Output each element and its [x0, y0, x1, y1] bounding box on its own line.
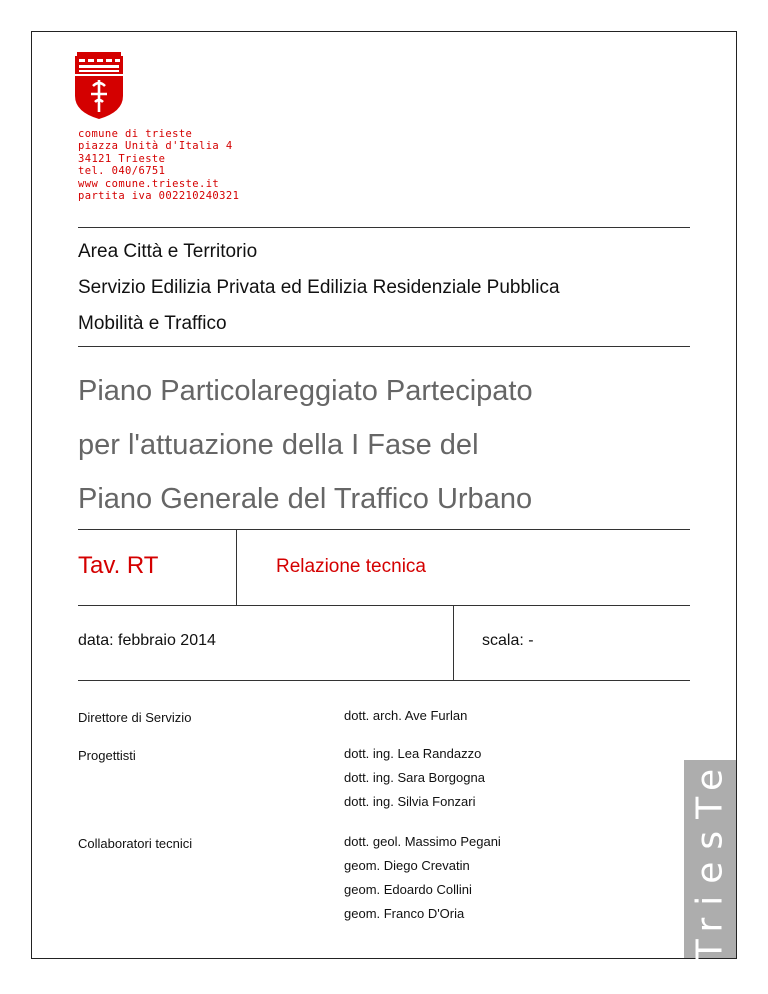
table-description: Relazione tecnica — [276, 556, 426, 577]
trieste-coat-of-arms-icon — [73, 50, 125, 120]
table-label: Tav. RT — [78, 552, 159, 579]
collaborators-role: Collaboratori tecnici — [78, 836, 193, 851]
department-line: Servizio Edilizia Privata ed Edilizia Residenziale Pubblica — [78, 277, 560, 298]
address-line: tel. 040/6751 — [78, 165, 166, 178]
divider-vertical — [236, 529, 237, 605]
title-line: Piano Generale del Traffico Urbano — [78, 483, 533, 515]
department-block — [78, 234, 560, 342]
designer-name: dott. ing. Silvia Fonzari — [344, 794, 476, 809]
collaborator-name: geom. Diego Crevatin — [344, 858, 470, 873]
collaborator-name: geom. Franco D'Oria — [344, 906, 465, 921]
divider-vertical — [453, 605, 454, 680]
document-date: data: febbraio 2014 — [78, 632, 216, 649]
brand-wordmark: TriesTe — [689, 756, 731, 962]
divider — [78, 529, 690, 530]
designer-name: dott. ing. Sara Borgogna — [344, 770, 485, 785]
address-line: 34121 Trieste — [78, 152, 166, 165]
title-line: Piano Particolareggiato Partecipato — [78, 375, 533, 407]
document-title — [78, 364, 533, 526]
collaborator-name: geom. Edoardo Collini — [344, 882, 472, 897]
title-line: per l'attuazione della I Fase del — [78, 429, 479, 461]
address-block — [78, 128, 239, 202]
address-line: piazza Unità d'Italia 4 — [78, 140, 233, 153]
director-role: Direttore di Servizio — [78, 710, 192, 725]
trieste-brand-band — [684, 756, 736, 962]
address-line: www comune.trieste.it — [78, 177, 220, 190]
collaborator-name: dott. geol. Massimo Pegani — [344, 834, 501, 849]
divider — [78, 346, 690, 347]
divider — [78, 680, 690, 681]
address-line: partita iva 002210240321 — [78, 190, 240, 203]
department-line: Area Città e Territorio — [78, 241, 258, 262]
document-scale: scala: - — [482, 632, 534, 649]
address-line: comune di trieste — [78, 128, 193, 140]
designer-name: dott. ing. Lea Randazzo — [344, 746, 482, 761]
divider — [78, 227, 690, 228]
designers-role: Progettisti — [78, 748, 136, 763]
divider — [78, 605, 690, 606]
department-line: Mobilità e Traffico — [78, 313, 227, 334]
director-name: dott. arch. Ave Furlan — [344, 708, 468, 723]
